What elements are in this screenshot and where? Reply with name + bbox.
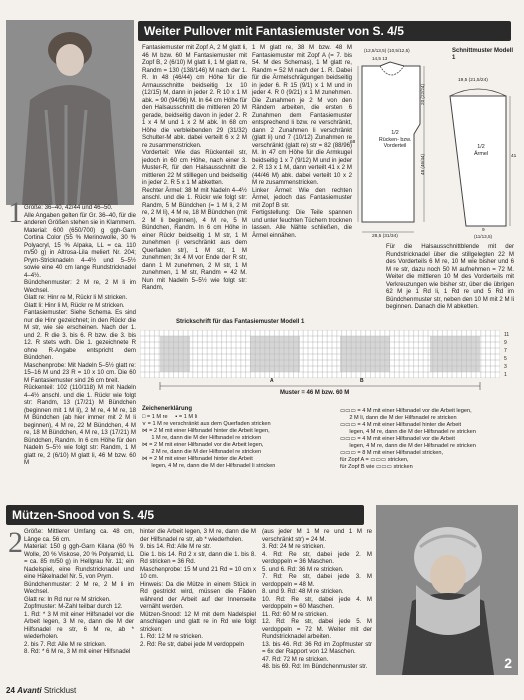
schnitt-neck-top: (12,5/13,5) (10,5/12,5): [364, 48, 410, 53]
model-illustration: [6, 20, 134, 205]
schnitt-sleeve-bottom2: (11/13,5): [474, 234, 493, 239]
legend-item: ▭▭▭ = 8 M mit einer Hilfsnadel stricken,: [340, 450, 444, 456]
schnitt-h48: 48 (46/44): [420, 154, 425, 175]
page-footer: [6, 686, 76, 695]
legend-item: ▭▭▭ = 4 M mit einer Hilfsnadel vor die Arbeit legen,: [340, 408, 472, 414]
legend-right: [340, 408, 520, 471]
schnitt-sleeve-label: 1/2 Ärmel: [473, 144, 489, 157]
section2-col2: hinter die Arbeit legen, 3 M re, dann die M der Hilfsnadel re str, ab * wiederholen. 9. bis 14. Rd: Alle M re str. Die 1. bis 14. Rd 2 x str, dann die 1. bis 8. Rd stricken = 36 Rd. Maschenprobe: 15 M und 21 Rd = 10 cm x 10 cm. Hinweis: Da die Mütze in einem Stück in Rd gestrickt wird, müssen die Fäden während der Arbeit auf der Innenseite vernäht werden. Mützen-Snood: 12 M mit dem Nadelspiel anschlagen und glatt re in Rd wie folgt stricken: 1. Rd: 12 M re stricken. 2. Rd: Re str, dabei jede M verdoppeln: [140, 528, 256, 648]
legend-item: legen, 4 M re, dann die M der Hilfsnadel li stricken: [142, 463, 276, 469]
legend-item: ⋈ = 2 M mit einer Hilfsnadel hinter die Arbeit: [142, 456, 253, 462]
legend-title: Zeichenerklärung: [142, 406, 193, 412]
section2-title: Mützen-Snood von S. 4/5: [6, 505, 364, 525]
chart-label-b: B: [360, 378, 364, 384]
schnitt-sleeve-h1: 41: [511, 154, 517, 159]
chart-row-label-9: 9: [504, 340, 507, 346]
section1-col2: Fantasiemuster mit Zopf A, 2 M glatt li, 46 M bzw. 60 M Fantasiemuster mit Zopf B, 2 (6/10) M glatt li, 1 M glatt re, Randm = 130 (138/146) M nach der 1. R. In 48 (46/44) cm Höhe für die Armausschnitte beidseitig 1x 10 (12/15) M, dann in jeder 2. R 10 x 1 M abk. = 90 (94/96) M. In 64 cm Höhe für den Halsausschnitt die mittleren 20 M gerade, beidseitig davon in jeder 2. R 1 x 4 M und 1 x 2 M abk. In 68 cm Höhe die verbleibenden 29 (31/32) Schulter-M abk. dabei verteilt 6 x 2 M re zusammenstricken. Vorderteil: Wie das Rückenteil str, jedoch in 60 cm Höhe, nach einer 3. Muster-R, für den Halsausschnitt die mittleren 22 M stilllegen und beidseitig in jeder 2. R 5 x 1 M abketten. Rechter Ärmel: 38 M mit Nadeln 4–4½ anschl. und die 1. Rückr wie folgt str: Randm, 5 M Bündchen (= 1 M li, 2 M re, 2 M li), 4 M re, 18 M Bündchen (mit 2 M li beginnen), 4 M re, 5 M Bündchen, Randm. In 6 cm Höhe in einer Rückr beidseitig 1 M str, 1 M zunehmen (i verschränkt aus dem Querfaden str), 1 M str, 1 M zunehmen; 3x 4 M vor Ende der R str, dann 1 M zunehmen, 2 M str, 1 M zunehmen, 1 M str, Randm = 42 M. Nun mit Nadeln 5–5½ wie folgt str: Randm,: [142, 44, 247, 291]
magazine-subtitle: Stricklust: [43, 686, 77, 695]
schnitt-h20: 20 (22/24): [420, 84, 425, 105]
chart-caption: Strickschrift für das Fantasiemuster Modell 1: [176, 319, 305, 325]
schnitt-sleeve-top: 19,5 (21,5/24): [458, 78, 488, 83]
schnitt-sleeve-bottom: 9: [482, 228, 485, 233]
chart-row-label-11: 11: [504, 332, 510, 338]
section1-title: Weiter Pullover mit Fantasiemuster von S. 4/5: [138, 21, 511, 41]
chart-row-label-5: 5: [504, 356, 507, 362]
section1-col3: 1 M glatt re, 38 M bzw. 48 M Fantasiemuster mit Zopf A (= 7. bis 54. M des Schemas), 1 M glatt re, Randm = 52 M nach der 1. R. Dabei für die Ärmelschrägungen beidseitig in jeder 6. R 15 (9/1) x 1 M und in jeder 4. R 0 (9/21) x 1 M zunehmen. Die Zunahmen je 2 M von den Rändern arbeiten, die ersten 6 Zunahmen dem Fantasiemuster entsprechend li bzw. re verschränkt, dann 2 Zunahmen li verschränkt (glatt li) und 7 (10/12) Zunahmen re verschränkt (glatt re) str = 82 (88/96) M. In 47 cm Höhe für die Armkugel beidseitig 1 x 7 (9/12) M und in jeder 2. R 13 x 1 M, dann verteilt 41 x 2 M (44/46 M) abk. dabei verteilt 10 x 2 M re zusammenstricken. Linker Ärmel: Wie den rechten Ärmel, jedoch das Fantasiemuster mit Zopf B str. Fertigstellung: Die Teile spannen und unter feuchten Tüchern trocknen lassen. Alle Nähte schließen, die Ärmel einnähen.: [252, 44, 352, 239]
knit-chart: [140, 330, 520, 402]
legend-item: 2 M li, dann die M der Hilfsnadel re stricken: [340, 415, 457, 421]
snood-photo-label: 2: [504, 655, 512, 671]
schnitt-title: Schnittmuster Modell 1: [452, 48, 514, 61]
chart-row-label-1: 1: [504, 372, 507, 378]
chart-label-a: A: [270, 378, 274, 384]
magazine-name: Avanti: [17, 686, 42, 695]
legend-item: □ = 1 M re ▪ = 1 M li: [142, 414, 198, 420]
legend-item: ⋈ = 2 M mit einer Hilfsnadel hinter die Arbeit legen,: [142, 428, 270, 434]
schnitt-piece-label: 1/2 Rücken- bzw. Vorderteil: [378, 130, 412, 149]
snood-illustration: [376, 505, 518, 675]
chart-row-label-3: 3: [504, 364, 507, 370]
chart-repeat: Muster = 46 M bzw. 60 M: [280, 390, 350, 396]
chart-row-label-7: 7: [504, 348, 507, 354]
legend-item: legen, 4 M re, dann die M der Hilfsnadel re stricken: [340, 429, 476, 435]
legend-left: [142, 414, 338, 470]
legend-item: ⋈ = 2 M mit einer Hilfsnadel vor die Arbeit legen,: [142, 442, 264, 448]
legend-item: 2 M re, dann die M der Hilfsnadel re stricken: [142, 449, 262, 455]
schnitt-h68: 68: [350, 140, 356, 145]
section2-col1: Größe: Mittlerer Umfang ca. 48 cm, Länge ca. 56 cm. Material: 150 g ggh-Garn Kilana (60 % Wolle, 20 % Viskose, 20 % Polyamid, LL = ca. 85 m/50 g) in Hellgrau Nr. 11; ein Nadelspiel, eine Rundstricknadel und eine Häkelnadel Nr. 5, von Prym. Bündchenmuster: 2 M re, 2 M li im Wechsel. Glatt re: In Rd nur re M stricken. Zopfmuster: M-Zahl teilbar durch 12. 1. Rd: * 3 M mit einer Hilfsnadel vor die Arbeit legen, 3 M re, dann die M der Hilfsnadel re str, 6 M re, ab * wiederholen. 2. bis 7. Rd: Alle M re stricken. 8. Rd: * 6 M re, 3 M mit einer Hilfsnadel: [24, 528, 134, 655]
sweater-photo: [6, 20, 134, 205]
section1-number: 1: [8, 196, 23, 229]
schnitt-width: 28,5 (31/34): [372, 234, 398, 239]
legend-item: für Zopf B wie ▭▭▭ stricken: [340, 464, 413, 470]
legend-item: ▭▭▭ = 4 M mit einer Hilfsnadel hinter die Arbeit: [340, 422, 462, 428]
snood-photo: [376, 505, 518, 675]
section2-number: 2: [8, 526, 23, 559]
legend-item: für Zopf A = ▭▭▭ stricken,: [340, 457, 409, 463]
legend-item: 1 M re, dann die M der Hilfsnadel re stricken: [142, 435, 262, 441]
schnitt-neck-mid: 14,5 13: [372, 56, 388, 61]
page-number: 24: [6, 686, 15, 695]
section1-col1: Größe: 36–40, 42/44 und 46–50. Alle Angaben gelten für Gr. 36–40, für die anderen Größen stehen sie in Klammern. Material: 600 (650/700) g ggh-Garn Cortina Color (55 % Merinowolle, 30 % Polyacryl, 15 % Alpaka, LL = ca. 110 m/50 g) in Altrosa-Lila meliert Nr. 204; Prym-Stricknadeln 4–4½ und 5–5½ sowie eine 40 cm lange Rundstricknadel 4–4½. Bündchenmuster: 2 M re, 2 M li im Wechsel. Glatt re: Hinr re M, Rückr li M stricken. Glatt li: Hinr li M, Rückr re M stricken. Fantasiemuster: Siehe Schema. Es sind nur die Hinr gezeichnet; in den Rückr die M str, wie sie erscheinen. Nach der 1. und 2. R die 3. bis 6. R bzw. die 3. bis 12. R stets wdh. Die 1. gezeichnete R ohne R-Angabe entspricht dem Bündchen. Maschenprobe: Mit Nadeln 5–5½ glatt re: 15–16 M und 23 R = 10 x 10 cm. Die 60 M Fantasiemuster sind 26 cm breit. Rückenteil: 102 (110/118) M mit Nadeln 4–4½ anschl. und die 1. Rückr wie folgt str: Randm, 13 (17/21) M Bündchen (beginnen mit 1 M li), 2 M re, 4 M re, 18 M Bündchen (ab hier immer mit 2 M li beginnen), 4 M re, 22 M Bündchen, 4 M re, 18 M Bündchen, 4 M re, 13 (17/21) M Bündchen, Randm. In 6 cm Höhe für den Nadeln 5–5½ wie folgt str: Randm, 1 M glatt re, 2 (6/10) M glatt li, 46 M bzw. 60 M: [24, 204, 136, 466]
pattern-schematic: [350, 44, 519, 242]
section1-col4: Für die Halsausschnittblende mit der Rundstricknadel über die stillgelegten 22 M des Vorderteils 6 M re, 10 M wie bisher und 6 M re str, dazu noch 50 M aufnehmen = 72 M. Weiter die mittleren 10 M des Vorderteils mit Verkreuzungen wie bisher str, über die übrigen 62 M je 1 Rd li, 1 Rd re und 5 Rd im Bündchenmuster str, neben den 10 M mit 2 M li beginnen. Danach die M abketten.: [386, 243, 514, 310]
legend-item: legen, 4 M re, dann die M der Hilfsnadel re stricken: [340, 443, 476, 449]
legend-item: ▭▭▭ = 4 M mit einer Hilfsnadel vor die Arbeit: [340, 436, 455, 442]
legend-item: ⋎ = 1 M re verschränkt aus dem Querfaden stricken: [142, 421, 271, 427]
section2-col3: (aus jeder M 1 M re und 1 M re verschränkt str) = 24 M. 3. Rd: 24 M re stricken. 4. Rd: Re str, dabei jede 2. M verdoppeln = 36 Maschen. 5. und 6. Rd: 36 M re stricken. 7. Rd: Re str, dabei jede 3. M verdoppeln = 48 M. 8. und 9. Rd: 48 M re stricken. 10. Rd: Re str, dabei jede 4. M verdoppeln = 60 Maschen. 11. Rd: 60 M re stricken. 12. Rd: Re str, dabei jede 5. M verdoppeln = 72 M. Weiter mit der Rundstricknadel arbeiten. 13. bis 46. Rd: 36 Rd im Zopfmuster str = 6x der Rapport von 12 Maschen. 47. Rd: 72 M re stricken. 48. bis 69. Rd: Im Bündchenmuster str.: [262, 528, 372, 670]
